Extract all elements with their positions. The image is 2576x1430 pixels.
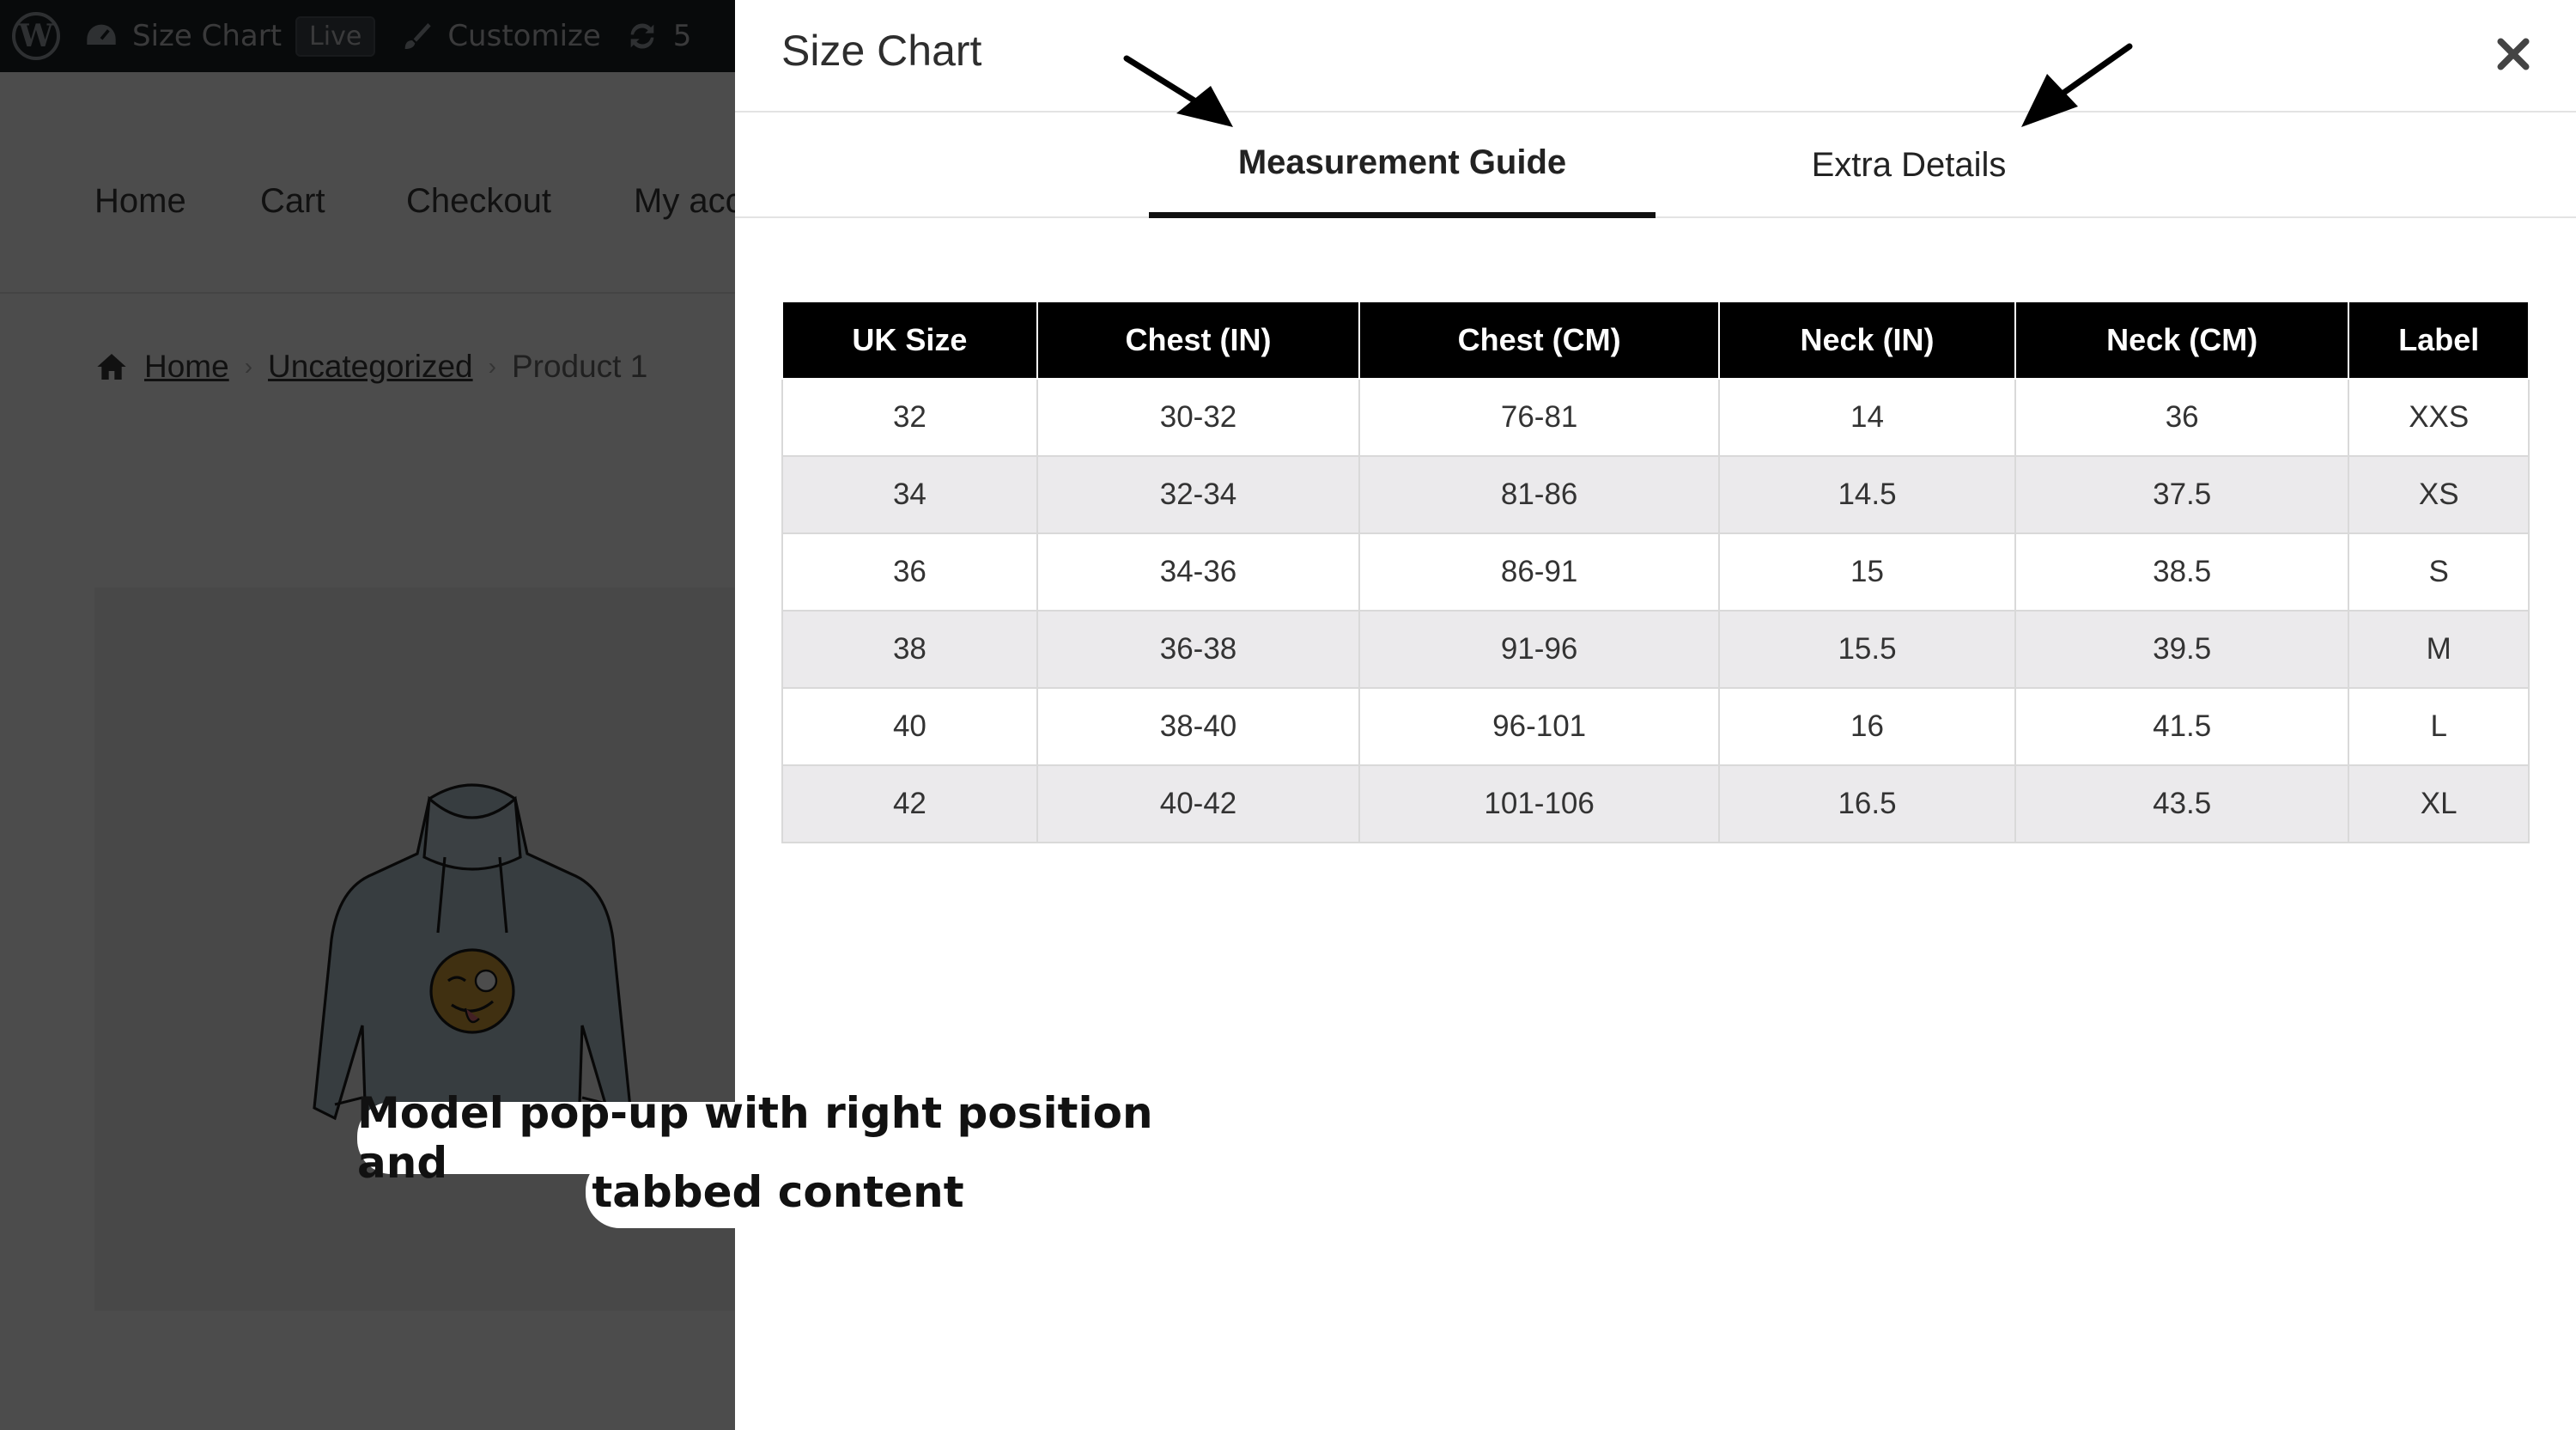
- table-cell: 91-96: [1359, 611, 1719, 688]
- modal-title: Size Chart: [781, 27, 982, 75]
- table-cell: 38: [782, 611, 1037, 688]
- table-cell: 41.5: [2015, 688, 2348, 765]
- table-cell: 14: [1719, 379, 2015, 456]
- size-chart-modal: [735, 0, 2576, 1430]
- table-cell: 16: [1719, 688, 2015, 765]
- close-button[interactable]: [2490, 31, 2537, 77]
- column-header: Chest (CM): [1359, 301, 1719, 379]
- table-cell: 81-86: [1359, 456, 1719, 533]
- column-header: Neck (IN): [1719, 301, 2015, 379]
- caption-line-1: Model pop-up with right position and: [357, 1102, 1199, 1174]
- table-cell: 32-34: [1037, 456, 1359, 533]
- table-row: [782, 533, 2529, 611]
- table-cell: XL: [2348, 765, 2529, 843]
- table-cell: 36-38: [1037, 611, 1359, 688]
- table-cell: 14.5: [1719, 456, 2015, 533]
- table-cell: 32: [782, 379, 1037, 456]
- modal-header: [735, 0, 2576, 113]
- table-cell: 16.5: [1719, 765, 2015, 843]
- tab-measurement-guide[interactable]: Measurement Guide: [1149, 113, 1656, 218]
- table-cell: L: [2348, 688, 2529, 765]
- table-cell: 40: [782, 688, 1037, 765]
- table-cell: 86-91: [1359, 533, 1719, 611]
- table-row: [782, 765, 2529, 843]
- table-row: [782, 379, 2529, 456]
- table-cell: 36: [782, 533, 1037, 611]
- column-header: Chest (IN): [1037, 301, 1359, 379]
- table-cell: 39.5: [2015, 611, 2348, 688]
- annotation-arrow-icon: [1116, 52, 1245, 137]
- table-row: [782, 611, 2529, 688]
- table-cell: M: [2348, 611, 2529, 688]
- table-cell: 15.5: [1719, 611, 2015, 688]
- column-header: Label: [2348, 301, 2529, 379]
- tab-extra-details[interactable]: Extra Details: [1811, 146, 2007, 184]
- table-cell: 15: [1719, 533, 2015, 611]
- close-icon: [2494, 35, 2532, 73]
- table-cell: 76-81: [1359, 379, 1719, 456]
- table-cell: XXS: [2348, 379, 2529, 456]
- table-cell: S: [2348, 533, 2529, 611]
- table-cell: 34-36: [1037, 533, 1359, 611]
- table-cell: 37.5: [2015, 456, 2348, 533]
- column-header: Neck (CM): [2015, 301, 2348, 379]
- table-cell: 96-101: [1359, 688, 1719, 765]
- table-header-row: [782, 301, 2529, 379]
- table-cell: 43.5: [2015, 765, 2348, 843]
- size-chart-table: [781, 301, 2530, 843]
- table-row: [782, 688, 2529, 765]
- table-cell: 30-32: [1037, 379, 1359, 456]
- table-cell: 38-40: [1037, 688, 1359, 765]
- column-header: UK Size: [782, 301, 1037, 379]
- table-cell: 36: [2015, 379, 2348, 456]
- tab-bar: [735, 113, 2576, 218]
- table-row: [782, 456, 2529, 533]
- table-cell: 101-106: [1359, 765, 1719, 843]
- table-cell: 38.5: [2015, 533, 2348, 611]
- annotation-arrow-icon: [2009, 40, 2138, 134]
- table-cell: 40-42: [1037, 765, 1359, 843]
- table-cell: 34: [782, 456, 1037, 533]
- table-cell: 42: [782, 765, 1037, 843]
- table-cell: XS: [2348, 456, 2529, 533]
- caption-line-2: tabbed content: [586, 1156, 970, 1228]
